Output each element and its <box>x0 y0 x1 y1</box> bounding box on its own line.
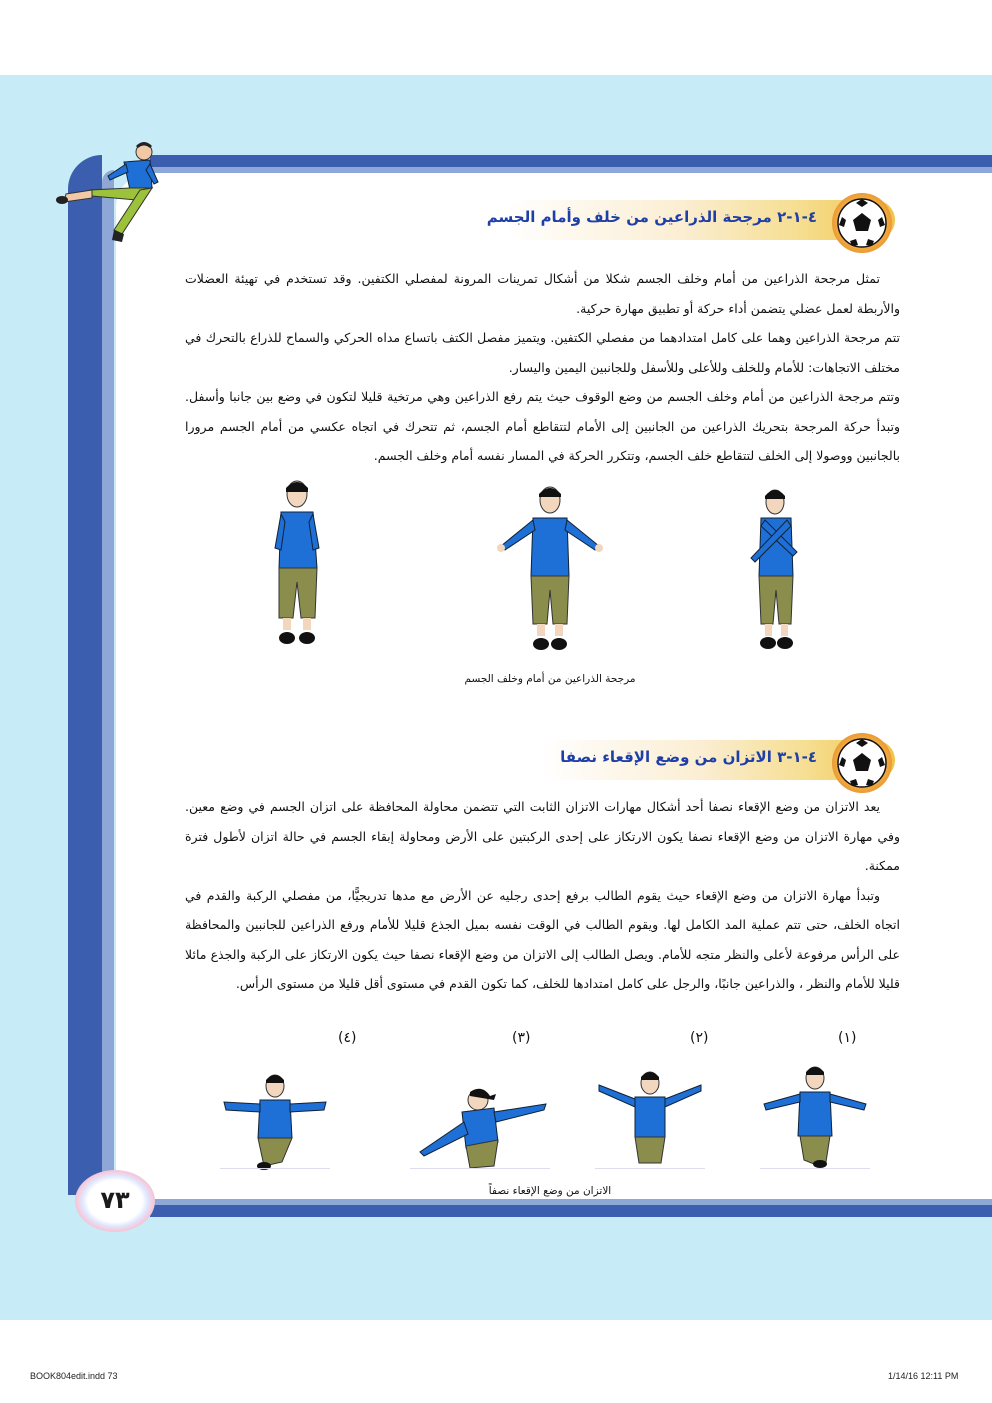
footer-timestamp: 1/14/16 12:11 PM <box>888 1371 959 1381</box>
balance-figure-step-2 <box>595 1065 705 1170</box>
ground-line <box>760 1168 870 1169</box>
section1-heading-text: ٤-١-٢ مرجحة الذراعين من خلف وأمام الجسم <box>486 208 817 226</box>
section2-heading-text: ٤-١-٣ الاتزان من وضع الإقعاء نصفا <box>560 748 817 766</box>
section1-figure-caption: مرجحة الذراعين من أمام وخلف الجسم <box>464 673 636 685</box>
frame-top-bar <box>150 155 992 167</box>
page-number: ٧٣ <box>100 1186 130 1214</box>
section2-body <box>185 792 900 999</box>
section2-figure-caption: الاتزان من وضع الإقعاء نصفاً <box>488 1185 612 1197</box>
arm-swing-figure-side <box>495 484 605 659</box>
balance-figure-step-4 <box>220 1072 330 1172</box>
balance-figure-step-3 <box>410 1082 550 1172</box>
frame-left-bar <box>68 155 102 1195</box>
section1-paragraph-2: تتم مرجحة الذراعين وهما على كامل امتدادهما من مفصلي الكتفين. ويتميز مفصل الكتف باتساع مداه الحركي والسماح للذراع بالتحرك في مختلف الاتجاهات: للأمام وللخلف وللأعلى وللأسفل وللجانبين اليمين واليسار. <box>185 330 900 375</box>
ground-line <box>220 1168 330 1169</box>
soccer-ball-icon <box>832 193 892 253</box>
arm-swing-figure-behind <box>255 478 335 653</box>
frame-left-bar-light <box>102 170 114 1195</box>
page-number-badge <box>75 1170 155 1232</box>
section1-paragraph-1: تمثل مرجحة الذراعين من أمام وخلف الجسم شكلا من أشكال تمرينات المرونة لمفصلي الكتفين. وقد تستخدم في تهيئة العضلات والأربطة لعمل عضلي يتضمن أداء حركة أو تطبيق مهارة حركية. <box>185 271 900 316</box>
ground-line <box>595 1168 705 1169</box>
section2-paragraph-1: يعد الاتزان من وضع الإقعاء نصفا أحد أشكال مهارات الاتزان الثابت التي تتضمن محاولة المحافظة على اتزان الجسم في وضع معين. وفي مهارة الاتزان من وضع الإقعاء نصفا يكون الارتكاز على إحدى الركبتين على الأرض ومحاولة إبقاء الجسم في حالة اتزان لأطول فترة ممكنة. <box>185 799 900 873</box>
section2-paragraph-2: وتبدأ مهارة الاتزان من وضع الإقعاء حيث يقوم الطالب برفع إحدى رجليه عن الأرض مع مدها تدريجيًّا، من مفصلي الركبة والقدم في اتجاه الخلف، حتى تتم عملية المد الكامل لها. ويقوم الطالب في الوقت نفسه بميل الجذع قليلا للأمام ورفع الذراعين للجانبين والمحافظة على الرأس مرفوعة لأعلى والنظر متجه للأمام. ويصل الطالب إلى الاتزان من وضع الإقعاء نصفا حيث يكون الارتكاز على الركبة والجذع مائلا قليلا للأمام والنظر ، والذراعين جانبًا، والرجل على كامل امتدادها للخلف، كما تكون القدم في مستوى أقل قليلا من مستوى الرأس. <box>185 887 900 991</box>
step-label-1: (١) <box>838 1030 857 1046</box>
ground-line <box>410 1168 550 1169</box>
step-label-3: (٣) <box>512 1030 531 1046</box>
soccer-player-illustration <box>52 138 162 248</box>
section1-paragraph-3: وتتم مرجحة الذراعين من أمام وخلف الجسم من وضع الوقوف حيث يتم رفع الذراعين وهي مرتخية قليلا لتكون في وضع بين جانبا وأسفل. وتبدأ حركة المرجحة بتحريك الذراعين من الجانبين إلى الأمام لتتقاطع أمام الجسم، ثم تتحرك في اتجاه عكسي من أمام الجسم مرورا بالجانبين ووصولا إلى الخلف لتتقاطع خلف الجسم، وتتكرر الحركة في المسار نفسه أمام وخلف الجسم. <box>185 389 900 463</box>
section1-body <box>185 264 900 471</box>
soccer-ball-icon <box>832 733 892 793</box>
footer-filename: BOOK804edit.indd 73 <box>30 1371 118 1381</box>
arm-swing-figure-front-crossed <box>745 486 810 656</box>
step-label-2: (٢) <box>690 1030 709 1046</box>
balance-figure-step-1 <box>760 1060 870 1170</box>
step-label-4: (٤) <box>338 1030 357 1046</box>
frame-bottom-bar <box>150 1205 992 1217</box>
